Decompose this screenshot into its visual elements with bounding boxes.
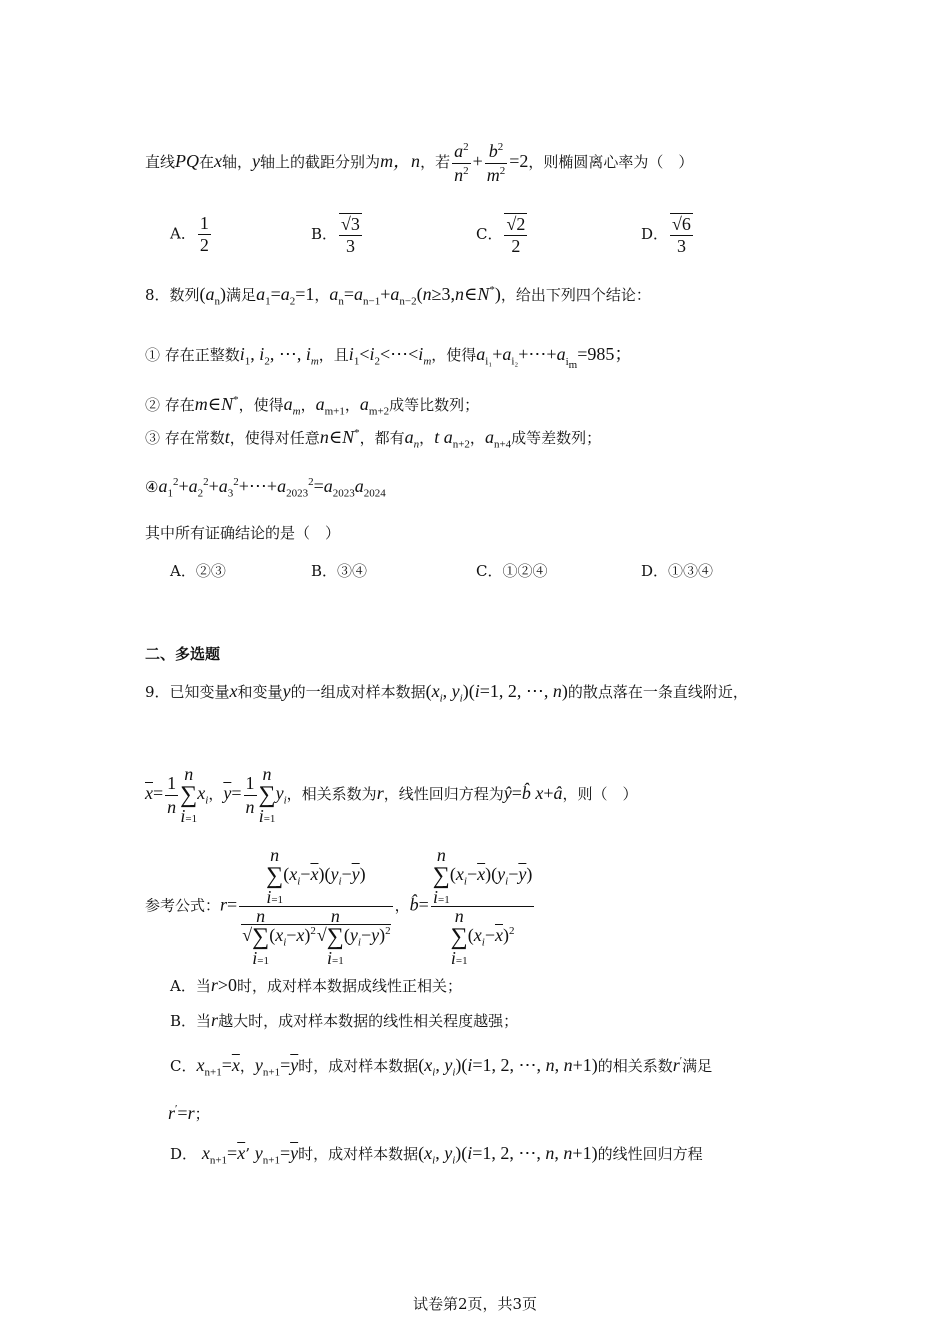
page-footer: 试卷第2页，共3页 bbox=[412, 1295, 538, 1313]
q9-stem: 9．已知变量x和变量y的一组成对样本数据($x_i$, $y_i)(i=1$, 2, ⋯, n)的散点落在一条直线附近， bbox=[145, 681, 748, 705]
fraction-a2-n2: $\frac{a^2}{n^2}$ bbox=[454, 141, 469, 185]
q7-stem: 直线PQ在x轴，y轴上的截距分别为m，n，若 $\frac{a^2}{n^2}$ + $\frac{b^2}{m^2}$ =2，则椭圆离心率为（ ） bbox=[145, 141, 694, 185]
q8-statement-2: ② 存在m∈N*，使得$a_m$，$a_{m+1}$，$a_{m+2}$成等比数列； bbox=[145, 394, 480, 418]
q8-option-a[interactable]: A．②③ bbox=[170, 562, 226, 580]
q8-option-b[interactable]: B．③④ bbox=[311, 562, 368, 580]
fraction-b2-m2: $\frac{b^2}{m^2}$ bbox=[486, 141, 506, 185]
q8-statement-4: $④a_1^2+a_2^2+a_3^2+\cdots+a_{2023}^2=a_{2023}a_{2024}$ bbox=[145, 476, 386, 500]
q9-option-c-cont: r′=r； bbox=[168, 1103, 210, 1123]
q8-option-d[interactable]: D．①③④ bbox=[641, 562, 714, 580]
q7-option-d[interactable]: D． $\frac{√6}{3}$ bbox=[641, 214, 691, 256]
q7-option-b[interactable]: B． $\frac{√3}{3}$ bbox=[311, 214, 360, 256]
slope-formula: n ∑ $i=1(x_i-\overline{x})(y_i-\overline{y})$ n ∑ $i=1(x_i-\overline{x})^2$ bbox=[432, 845, 533, 968]
q9-option-c[interactable]: C．$x_{n+1}=\overline{x}$，$y_{n+1}=\overline{y}$时，成对样本数据($x_i$, $y_i)(i=1$, 2, ⋯, n, n+1)的相关系数r′满足 bbox=[170, 1055, 713, 1079]
q8-stem: 8．数列$(a_n)$满足$a_1=a_2=1$，$a_n=a_{n-1}+a_{n-2}(n\ge 3,n\in N^*)$，给出下列四个结论： bbox=[145, 284, 651, 308]
q8-statement-1: ① 存在正整数$i_1$, $i_2$, ⋯, $i_m$，且$i_1<i_2<\cdots<i_m$，使得$a_{i_1}+a_{i_2}+\cdots+a_{i_m}=985$； bbox=[145, 344, 633, 371]
q9-option-a[interactable]: A．当r>0时，成对样本数据成线性正相关； bbox=[170, 975, 463, 995]
q7-option-a[interactable]: A． $\frac{1}{2}$ bbox=[170, 213, 209, 255]
correlation-formula: n ∑ $i=1(x_i-\overline{x})(y_i-\overline{y})$ √n ∑ $i=1(x_i-\overline{x})^2√n$ ∑ $i=1(y_i-\overline{y})^2$ bbox=[239, 846, 392, 967]
q9-option-b[interactable]: B．当r越大时，成对样本数据的线性相关程度越强； bbox=[170, 1010, 519, 1030]
q9-definitions: $\overline{x}=$ $\frac{1}{n}$ n ∑ $i=1x_i$，$\overline{y}=$ $\frac{1}{n}$ n ∑ $i=1y_i$，相关系数为r，线性回归方程为ŷ=b̂ x+â，则（ ） bbox=[145, 764, 638, 826]
q8-question: 其中所有证确结论的是（ ） bbox=[145, 524, 341, 542]
q9-option-d[interactable]: D． $x_{n+1}=\overline{x}$’ $y_{n+1}=\overline{y}$时，成对样本数据($x_i$, $y_i)(i=1$, 2, ⋯, n, n+1)的线性回归方程 bbox=[170, 1143, 703, 1167]
q8-option-c[interactable]: C．①②④ bbox=[476, 562, 548, 580]
q7-option-c[interactable]: C． $\frac{√2}{2}$ bbox=[476, 214, 526, 256]
q8-statement-3: ③ 存在常数t，使得对任意n∈N*，都有$a_n$，t $a_{n+2}$，$a_{n+4}$成等差数列； bbox=[145, 427, 602, 451]
q9-formulas: 参考公式：r= n ∑ $i=1(x_i-\overline{x})(y_i-\overline{y})$ √n ∑ $i=1(x_i-\overline{x})^2√n$ ∑ $i=1(y_i-\overline{y})^2$ ，b̂= n ∑ $i=1(x_i-\overline{x})(y_i-\overline{y})$ n ∑ $i=1(x_i-\overline{x})^2$ bbox=[145, 845, 533, 968]
section-title: 二、多选题 bbox=[145, 645, 221, 663]
